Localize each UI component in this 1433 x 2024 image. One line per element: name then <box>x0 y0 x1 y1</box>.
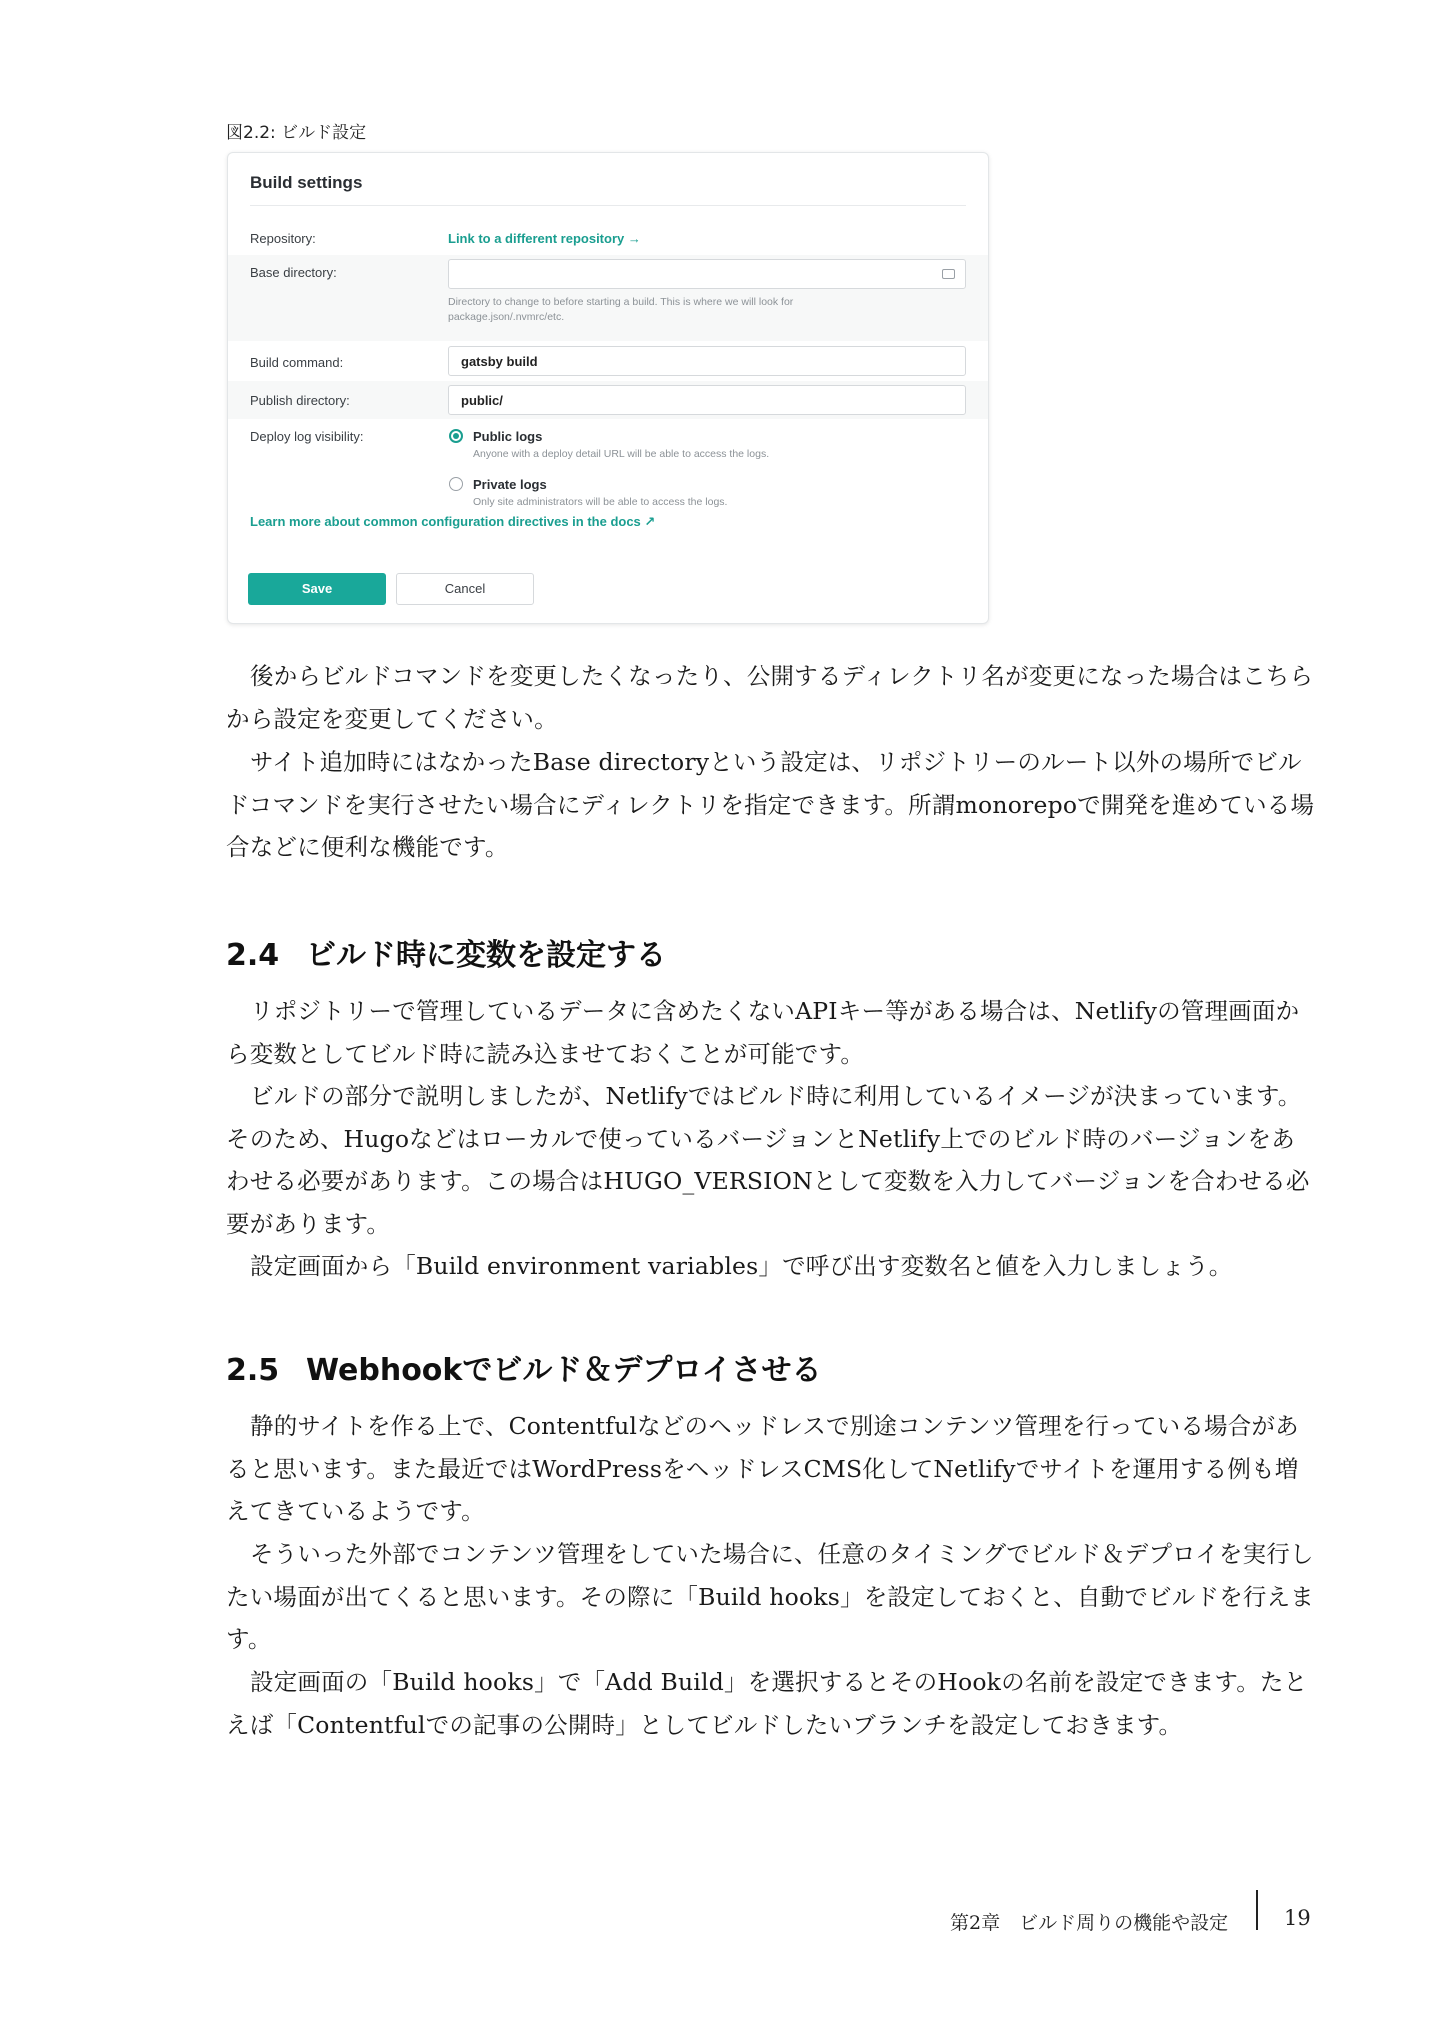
base-directory-label: Base directory: <box>250 265 337 280</box>
paragraph: 設定画面から「Build environment variables」で呼び出す変数名と値を入力しましょう。 <box>250 1252 1233 1280</box>
base-directory-input[interactable] <box>448 259 966 289</box>
contact-card-icon <box>942 269 955 279</box>
section-heading-2-5 <box>226 1345 821 1389</box>
private-logs-title: Private logs <box>473 477 547 492</box>
cancel-button[interactable]: Cancel <box>396 573 534 605</box>
deploy-log-label: Deploy log visibility: <box>250 429 364 444</box>
public-logs-radio[interactable] <box>449 429 463 443</box>
build-settings-panel <box>227 152 989 624</box>
publish-directory-input[interactable] <box>448 385 966 415</box>
build-command-value: gatsby build <box>461 354 538 369</box>
section-heading-2-4 <box>226 930 666 974</box>
base-directory-help: Directory to change to before starting a build. This is where we will look for package.json/.nvmrc/etc. <box>448 296 794 323</box>
footer-divider <box>1256 1890 1258 1930</box>
private-logs-radio[interactable] <box>449 477 463 491</box>
section-number: 2.5 <box>226 1353 280 1388</box>
public-logs-desc: Anyone with a deploy detail URL will be able to access the logs. <box>473 448 770 460</box>
public-logs-title: Public logs <box>473 429 543 444</box>
repository-row <box>228 223 988 255</box>
repository-label: Repository: <box>250 231 316 246</box>
docs-link[interactable]: Learn more about common configuration directives in the docs ↗ <box>250 514 656 529</box>
footer-chapter: 第2章 ビルド周りの機能や設定 <box>950 1912 1229 1934</box>
publish-directory-row <box>228 381 988 419</box>
save-button[interactable]: Save <box>248 573 386 605</box>
page-number: 19 <box>1284 1906 1311 1930</box>
paragraph: サイト追加時にはなかったBase directoryという設定は、リポジトリーのルート以外の場所でビルドコマンドを実行させたい場合にディレクトリを指定できます。所謂monorepoで開発を進めている場合などに便利な機能です。 <box>226 748 1315 861</box>
paragraph: 後からビルドコマンドを変更したくなったり、公開するディレクトリ名が変更になった場合はこちらから設定を変更してください。 <box>226 662 1314 733</box>
build-command-row <box>228 341 988 381</box>
paragraph: リポジトリーで管理しているデータに含めたくないAPIキー等がある場合は、Netlifyの管理画面から変数としてビルド時に読み込ませておくことが可能です。 <box>226 997 1300 1068</box>
base-directory-row <box>228 255 988 341</box>
build-command-label: Build command: <box>250 355 344 370</box>
section-number: 2.4 <box>226 938 280 973</box>
publish-directory-value: public/ <box>461 393 503 408</box>
private-logs-desc: Only site administrators will be able to access the logs. <box>473 496 728 508</box>
section-title: Webhookでビルド＆デプロイさせる <box>306 1353 822 1388</box>
publish-directory-label: Publish directory: <box>250 393 350 408</box>
paragraph: ビルドの部分で説明しましたが、Netlifyではビルド時に利用しているイメージが決まっています。そのため、Hugoなどはローカルで使っているバージョンとNetlify上でのビルド時のバージョンをあわせる必要があります。この場合はHUGO_VERSIONとして変数を入力してバージョンを合わせる必要があります。 <box>226 1082 1310 1238</box>
build-command-input[interactable] <box>448 346 966 376</box>
panel-title: Build settings <box>250 173 363 192</box>
paragraph: そういった外部でコンテンツ管理をしていた場合に、任意のタイミングでビルド＆デプロイを実行したい場面が出てくると思います。その際に「Build hooks」を設定しておくと、自動でビルドを行えます。 <box>226 1540 1314 1653</box>
link-different-repository[interactable]: Link to a different repository → <box>448 231 641 246</box>
divider <box>250 205 966 206</box>
figure-caption: 図2.2: ビルド設定 <box>226 123 367 143</box>
paragraph: 静的サイトを作る上で、Contentfulなどのヘッドレスで別途コンテンツ管理を行っている場合があると思います。また最近ではWordPressをヘッドレスCMS化してNetlifyでサイトを運用する例も増えてきているようです。 <box>226 1412 1299 1525</box>
section-title: ビルド時に変数を設定する <box>306 938 666 973</box>
paragraph: 設定画面の「Build hooks」で「Add Build」を選択するとそのHookの名前を設定できます。たとえば「Contentfulでの記事の公開時」としてビルドしたいブランチを設定しておきます。 <box>226 1668 1308 1739</box>
